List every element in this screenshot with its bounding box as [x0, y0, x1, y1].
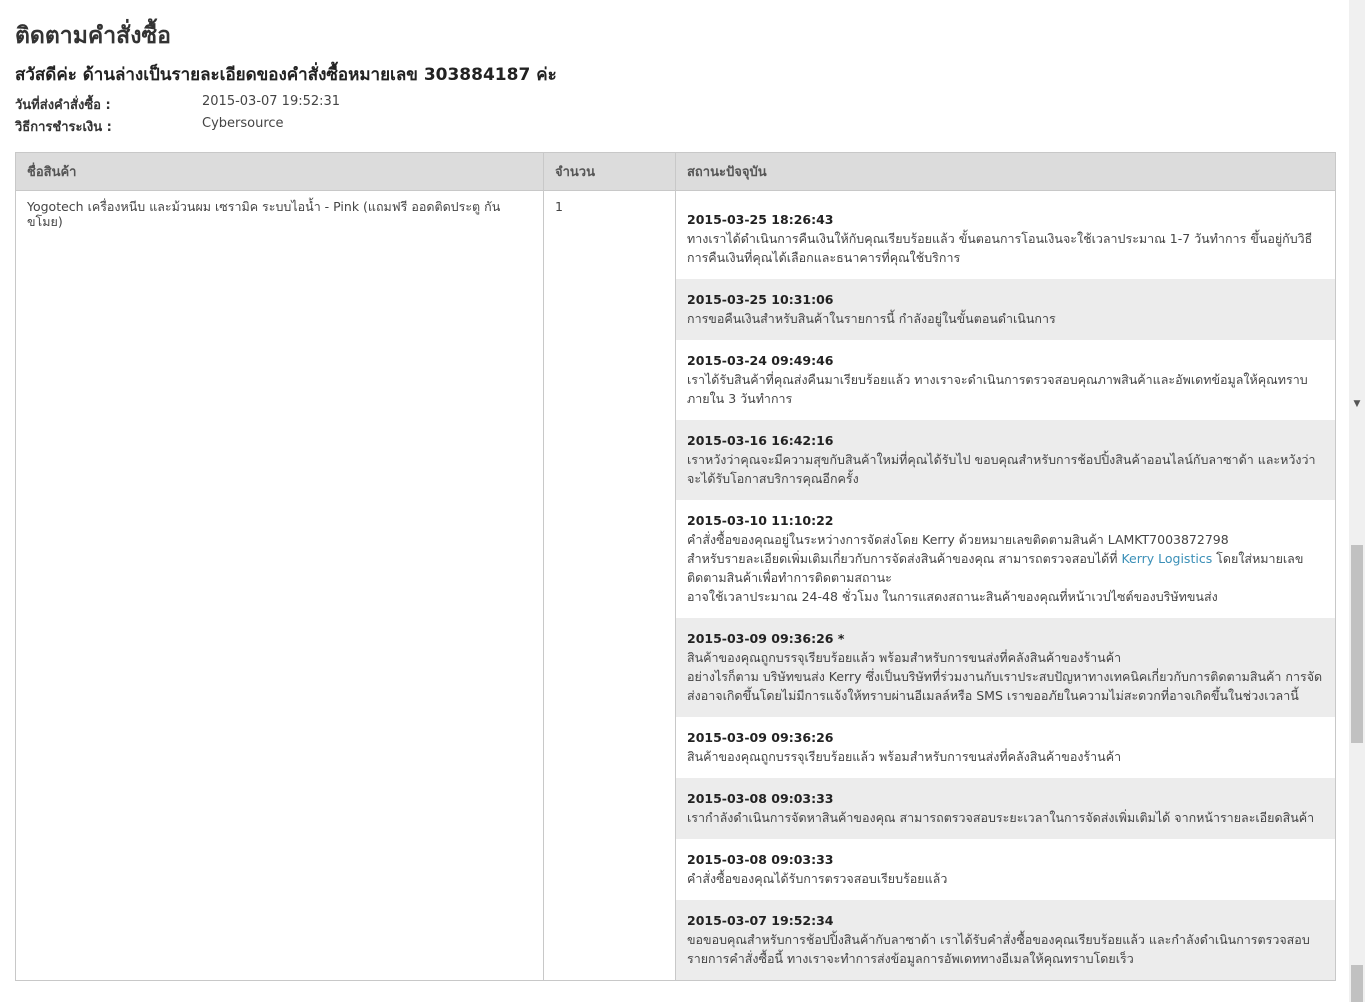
status-message-with-link — [687, 549, 1324, 587]
status-entry — [676, 618, 1335, 717]
status-date: 2015-03-08 09:03:33 — [687, 852, 834, 867]
status-history — [676, 191, 1336, 981]
order-date-value: 2015-03-07 19:52:31 — [202, 94, 341, 109]
status-entry — [676, 279, 1335, 340]
product-column-header: ชื่อสินค้า — [16, 153, 544, 191]
status-entry — [676, 420, 1335, 500]
status-message-part: สำหรับรายละเอียดเพิ่มเติมเกี่ยวกับการจัดส่งสินค้าของคุณ สามารถตรวจสอบได้ที่ — [687, 551, 1122, 566]
status-entry — [676, 717, 1335, 778]
status-entry — [676, 900, 1335, 980]
order-items-table — [15, 152, 1336, 981]
status-entry — [676, 778, 1335, 839]
status-message: สินค้าของคุณถูกบรรจุเรียบร้อยแล้ว พร้อมสำหรับการขนส่งที่คลังสินค้าของร้านค้า — [687, 749, 1122, 764]
status-date: 2015-03-24 09:49:46 — [687, 353, 834, 368]
status-message: คำสั่งซื้อของคุณได้รับการตรวจสอบเรียบร้อยแล้ว — [687, 871, 948, 886]
scrollbar-thumb[interactable] — [1351, 545, 1363, 743]
status-message: เราหวังว่าคุณจะมีความสุขกับสินค้าใหม่ที่คุณได้รับไป ขอบคุณสำหรับการช้อปปิ้งสินค้าออนไลน์กับลาซาด้า และหวังว่าจะได้รับโอกาสบริการคุณอีกครั้ง — [687, 452, 1316, 486]
vertical-scrollbar[interactable] — [1349, 0, 1365, 1002]
status-date: 2015-03-07 19:52:34 — [687, 913, 834, 928]
payment-method-label: วิธีการชำระเงิน : — [15, 120, 112, 135]
status-date: 2015-03-16 16:42:16 — [687, 433, 834, 448]
status-message: ทางเราได้ดำเนินการคืนเงินให้กับคุณเรียบร้อยแล้ว ขั้นตอนการโอนเงินจะใช้เวลาประมาณ 1-7 วันทำการ ขึ้นอยู่กับวิธีการคืนเงินที่คุณได้เลือกและธนาคารที่คุณใช้บริการ — [687, 231, 1313, 265]
payment-method-value: Cybersource — [202, 116, 284, 131]
status-message-part: โดยใส่หมายเลขติดตามสินค้าเพื่อทำการติดตามสถานะ — [687, 551, 1304, 585]
status-message: เราได้รับสินค้าที่คุณส่งคืนมาเรียบร้อยแล้ว ทางเราจะดำเนินการตรวจสอบคุณภาพสินค้าและอัพเดทข้อมูลให้คุณทราบภายใน 3 วันทำการ — [687, 372, 1308, 406]
status-message: อาจใช้เวลาประมาณ 24-48 ชั่วโมง ในการแสดงสถานะสินค้าของคุณที่หน้าเวปไซต์ของบริษัทขนส่ง — [687, 589, 1218, 604]
status-message: การขอคืนเงินสำหรับสินค้าในรายการนี้ กำลังอยู่ในขั้นตอนดำเนินการ — [687, 311, 1056, 326]
status-message: อย่างไรก็ตาม บริษัทขนส่ง Kerry ซึ่งเป็นบริษัทที่ร่วมงานกับเราประสบปัญหาทางเทคนิคเกี่ยวกับการติดตามสินค้า การจัดส่งอาจเกิดขึ้นโดยไม่มีการแจ้งให้ทราบผ่านอีเมลล์หรือ SMS เราขออภัยในความไม่สะดวกที่อาจเกิดขึ้นในช่วงเวลานี้ — [687, 669, 1323, 703]
table-row — [16, 191, 1336, 981]
product-quantity: 1 — [544, 191, 676, 981]
status-message: เรากำลังดำเนินการจัดหาสินค้าของคุณ สามารถตรวจสอบระยะเวลาในการจัดส่งเพิ่มเติมได้ จากหน้ารายละเอียดสินค้า — [687, 810, 1315, 825]
status-date: 2015-03-10 11:10:22 — [687, 513, 834, 528]
quantity-column-header: จำนวน — [544, 153, 676, 191]
status-entry — [676, 340, 1335, 420]
scrollbar-thumb-secondary[interactable] — [1351, 965, 1363, 1002]
kerry-logistics-link[interactable]: Kerry Logistics — [1121, 551, 1213, 566]
scroll-down-arrow-icon[interactable]: ▼ — [1353, 399, 1361, 409]
status-message: สินค้าของคุณถูกบรรจุเรียบร้อยแล้ว พร้อมสำหรับการขนส่งที่คลังสินค้าของร้านค้า — [687, 650, 1122, 665]
page-title: ติดตามคำสั่งซื้อ — [15, 23, 171, 49]
order-date-label: วันที่ส่งคำสั่งซื้อ : — [15, 98, 111, 113]
product-name: Yogotech เครื่องหนีบ และม้วนผม เซรามิค ระบบไอน้ำ - Pink (แถมฟรี ออดติดประตู กันขโมย) — [16, 191, 544, 981]
status-date: 2015-03-09 09:36:26 — [687, 730, 834, 745]
page-subtitle: สวัสดีค่ะ ด้านล่างเป็นรายละเอียดของคำสั่งซื้อหมายเลข 303884187 ค่ะ — [15, 65, 557, 85]
status-date: 2015-03-09 09:36:26 * — [687, 631, 845, 646]
status-entry — [676, 199, 1335, 279]
status-message: คำสั่งซื้อของคุณอยู่ในระหว่างการจัดส่งโดย Kerry ด้วยหมายเลขติดตามสินค้า LAMKT7003872798 — [687, 532, 1229, 547]
status-column-header: สถานะปัจจุบัน — [676, 153, 1336, 191]
status-date: 2015-03-08 09:03:33 — [687, 791, 834, 806]
status-entry — [676, 839, 1335, 900]
status-date: 2015-03-25 18:26:43 — [687, 212, 834, 227]
status-entry — [676, 500, 1335, 618]
status-date: 2015-03-25 10:31:06 — [687, 292, 834, 307]
status-message: ขอขอบคุณสำหรับการช้อปปิ้งสินค้ากับลาซาด้า เราได้รับคำสั่งซื้อของคุณเรียบร้อยแล้ว และกำลังดำเนินการตรวจสอบรายการคำสั่งซื้อนี้ ทางเราจะทำการส่งข้อมูลการอัพเดททางอีเมลให้คุณทราบโดยเร็ว — [687, 932, 1310, 966]
table-header-row — [16, 153, 1336, 191]
